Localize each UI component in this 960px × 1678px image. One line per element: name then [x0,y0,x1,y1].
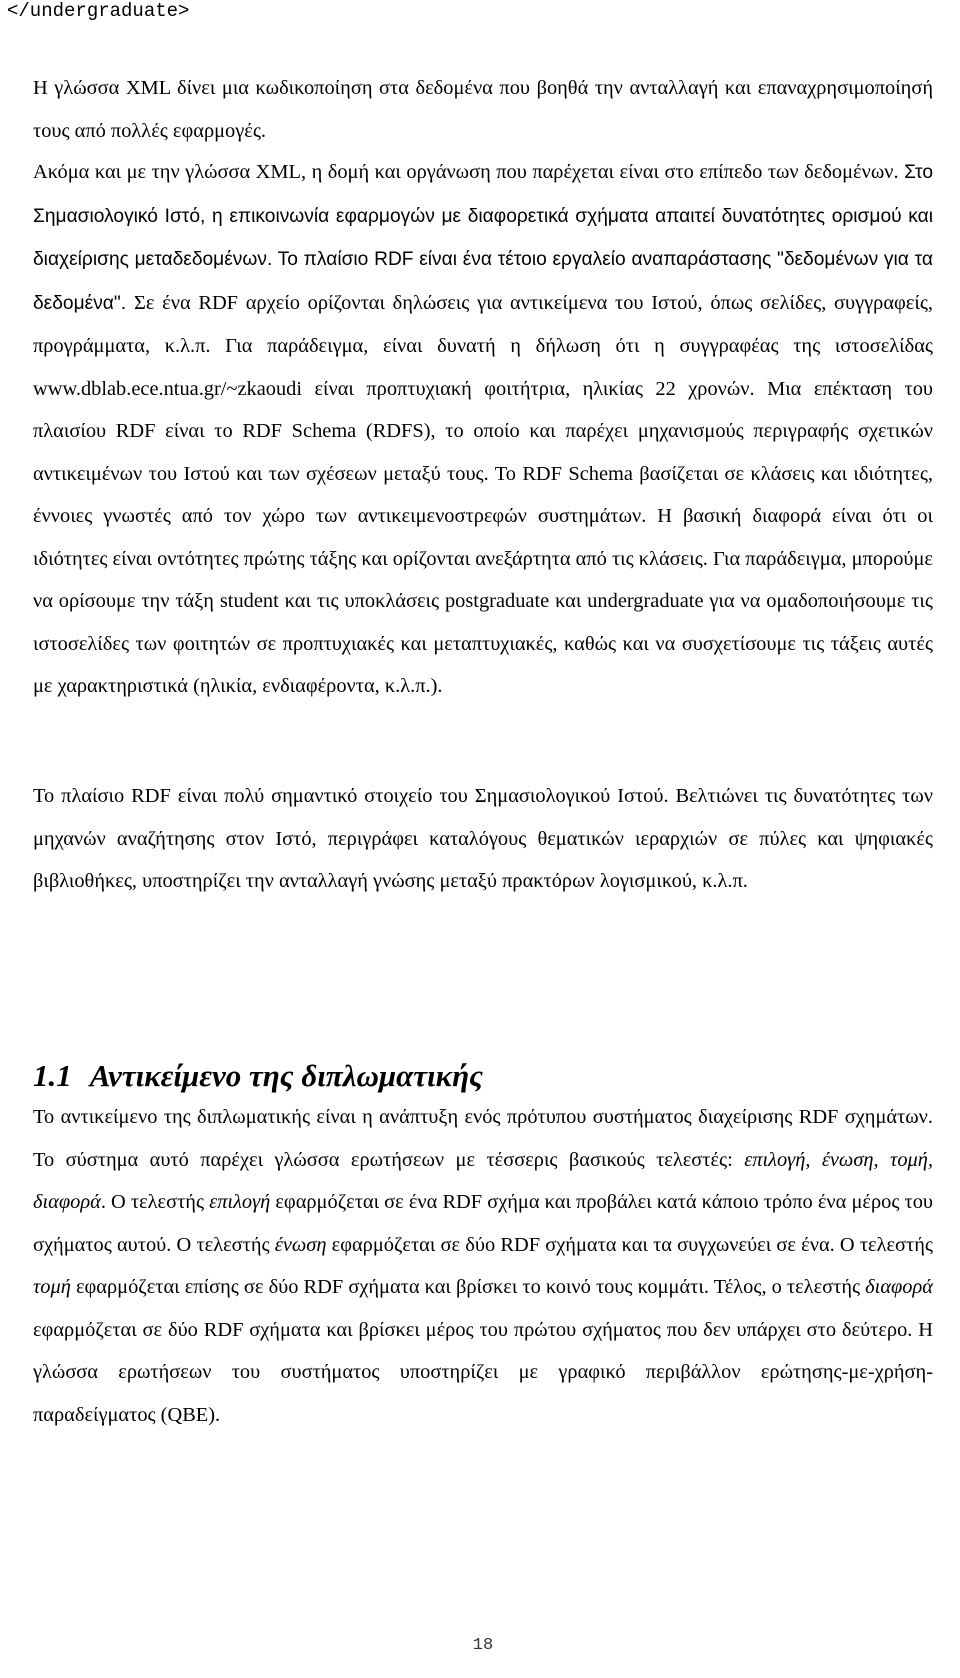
operator-difference: διαφορά [33,1191,101,1213]
paragraph-text-part-2: Στο Σημασιολογικό Ιστό, η επικοινωνία εφαρμογών με διαφορετικά σχήματα απαιτεί δυνατότητες ορισμού και διαχείρισης μεταδεδομένων. Το πλαίσιο RDF είναι ένα τέτοιο εργαλείο αναπαράστασης "δεδομένων για τα δεδομένα". [33,162,933,314]
operator-union: ένωση [821,1148,874,1171]
document-page [7,0,934,1678]
section-title: Αντικείμενο της διπλωματικής [89,1058,483,1093]
operator-difference: διαφορά [865,1276,933,1298]
xml-closing-tag: </undergraduate> [7,0,190,22]
separator: , [873,1148,891,1171]
paragraph-text: Το πλαίσιο RDF είναι πολύ σημαντικό στοιχείο του Σημασιολογικού Ιστού. Βελτιώνει τις δυνατότητες των μηχανών αναζήτησης στον Ιστό, περιγράφει καταλόγους θεματικών ιεραρχιών σε πύλες και ψηφιακές βιβλιοθήκες, υποστηρίζει την ανταλλαγή γνώσης μεταξύ πρακτόρων λογισμικού, κ.λ.π. [33,785,933,892]
paragraph-text: Η γλώσσα XML δίνει μια κωδικοποίηση στα δεδομένα που βοηθά την ανταλλαγή και επαναχρησιμοποίησή τους από πολλές εφαρμογές. [33,77,933,142]
section-heading [33,1056,483,1096]
text-segment: Το αντικείμενο της διπλωματικής είναι η ανάπτυξη ενός πρότυπου συστήματος διαχείρισης RDF σχημάτων. Το σύστημα αυτό παρέχει γλώσσα ερωτήσεων με τέσσερις βασικούς τελεστές: [33,1106,933,1171]
separator: , [927,1148,933,1171]
text-segment: εφαρμόζεται σε δύο RDF σχήματα και βρίσκει μέρος του πρώτου σχήματος που δεν υπάρχει στο δεύτερο. Η γλώσσα ερωτήσεων του συστήματος υποστηρίζει με γραφικό περιβάλλον ερώτησης-με-χρήση-παραδείγματος (QBE). [33,1318,933,1426]
paragraph-rdf-importance [33,775,933,903]
section-number: 1.1 [33,1058,72,1093]
page-number: 18 [472,1636,494,1655]
text-segment: εφαρμόζεται σε δύο RDF σχήματα και τα συγχωνεύει σε ένα. Ο τελεστής [326,1233,933,1256]
operator-selection: επιλογή [744,1148,806,1171]
paragraph-thesis-objective [33,1096,933,1436]
text-segment: . Ο τελεστής [100,1191,210,1213]
operator-intersection: τομή [33,1276,71,1298]
paragraph-text-part-1: Ακόμα και με την γλώσσα XML, η δομή και οργάνωση που παρέχεται είναι στο επίπεδο των δεδομένων. [33,161,905,183]
operator-selection: επιλογή [209,1191,271,1213]
separator: , [805,1148,822,1171]
operator-union: ένωση [274,1233,327,1256]
text-segment: εφαρμόζεται επίσης σε δύο RDF σχήματα και βρίσκει το κοινό τους κομμάτι. Τέλος, ο τελεστής [70,1276,866,1298]
text-segment: εφαρμόζεται σε ένα RDF σχήμα και προβάλει κατά κάποιο τρόπο ένα μέρος του σχήματος αυτού. Ο τελεστής [33,1191,934,1256]
paragraph-rdf-description [33,151,933,708]
operator-intersection: τομή [890,1148,928,1171]
paragraph-xml-intro [33,67,933,152]
paragraph-text-part-3: Σε ένα RDF αρχείο ορίζονται δηλώσεις για αντικείμενα του Ιστού, όπως σελίδες, συγγραφείς, προγράμματα, κ.λ.π. Για παράδειγμα, είναι δυνατή η δήλωση ότι η συγγραφέας της ιστοσελίδας www.dblab.ece.ntua.gr/~zkaoudi είναι προπτυχιακή φοιτήτρια, ηλικίας 22 χρονών. Μια επέκταση του πλαισίου RDF είναι το RDF Schema (RDFS), το οποίο και παρέχει μηχανισμούς περιγραφής σχετικών αντικειμένων του Ιστού και των σχέσεων μεταξύ τους. Το RDF Schema βασίζεται σε κλάσεις και ιδιότητες, έννοιες γνωστές από τον χώρο των αντικειμενοστρεφών συστημάτων. Η βασική διαφορά είναι ότι οι ιδιότητες είναι οντότητες πρώτης τάξης και ορίζονται ανεξάρτητα από τις κλάσεις. Για παράδειγμα, μπορούμε να ορίσουμε την τάξη student και τις υποκλάσεις postgraduate και undergraduate για να ομαδοποιήσουμε τις ιστοσελίδες των φοιτητών σε προπτυχιακές και μεταπτυχιακές, καθώς και να συσχετίσουμε τις τάξεις αυτές με χαρακτηριστικά (ηλικία, ενδιαφέροντα, κ.λ.π.). [33,291,934,697]
